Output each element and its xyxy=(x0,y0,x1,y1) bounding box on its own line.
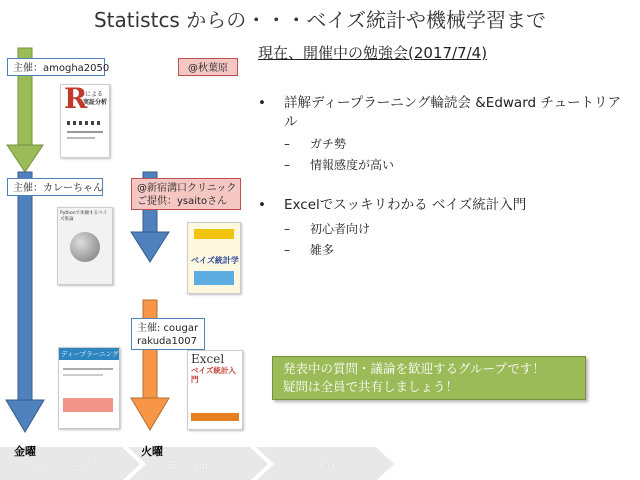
venue-shinjuku-label xyxy=(131,178,241,210)
sub-item-text: ガチ勢 xyxy=(310,137,347,151)
book-bayes-stats xyxy=(187,222,241,294)
book-bayes-title: ベイズ統計学 xyxy=(191,256,239,265)
organizer-cougar-line2: rakuda1007 xyxy=(137,336,197,347)
callout-line2: 疑問は全員で共有しましょう！ xyxy=(283,379,459,394)
list-item xyxy=(258,196,628,215)
venue-shinjuku-line1: @新宿溝口クリニック xyxy=(137,183,237,194)
organizer-cougar-label xyxy=(131,318,205,350)
list-item-text: Excelでスッキリわかる ベイズ統計入門 xyxy=(284,197,527,213)
book-excel-word: Excel xyxy=(191,352,225,366)
book-r-letter: R xyxy=(64,84,88,115)
current-heading: 現在、開催中の勉強会(2017/7/4) xyxy=(258,44,488,62)
callout-line1: 発表中の質問・議論を歓迎するグループです！ xyxy=(283,361,545,376)
sub-item-text: 雑多 xyxy=(310,243,335,257)
footer-step-1: ベイズの定理 xyxy=(30,461,90,472)
welcome-callout xyxy=(272,356,586,400)
book-python-sphere xyxy=(70,232,100,262)
slide-title: Statistcs からの・・・ベイズ統計や機械学習まで xyxy=(93,8,547,32)
organizer-amogha-label: 主催：amogha2050 xyxy=(7,58,105,76)
footer-step-2: 確率分布 xyxy=(168,461,208,472)
book-python-title: Pythonで体験するベイズ推論 xyxy=(60,211,108,222)
list-item xyxy=(258,94,628,132)
book-excel-bayes xyxy=(187,350,243,430)
day-tuesday: 火曜 xyxy=(141,445,163,458)
sub-item-text: 初心者向け xyxy=(310,222,371,236)
sub-item: – 情報感度が高い xyxy=(284,158,395,172)
bullet-dot: • xyxy=(258,95,266,111)
blue-long-arrow xyxy=(6,172,44,432)
organizer-cougar-line1: 主催: cougar xyxy=(137,323,199,334)
current-list xyxy=(258,94,628,259)
book-deep-learning xyxy=(58,347,120,429)
list-item-text: 詳解ディープラーニング輪読会 &Edward チュートリアル xyxy=(284,95,621,130)
venue-shinjuku-line2: ご提供：ysaitoさん xyxy=(137,196,228,207)
book-r-empirical xyxy=(60,84,110,158)
book-r-dots xyxy=(67,121,103,125)
sub-item: – 初心者向け xyxy=(284,222,371,236)
book-r-title-2: 実証分析 xyxy=(83,99,108,106)
sub-item: – ガチ勢 xyxy=(284,137,347,151)
sub-item-text: 情報感度が高い xyxy=(310,158,395,172)
venue-akihabara-label: @秋葉原 xyxy=(178,58,238,76)
footer-step-3: 実践 xyxy=(316,461,336,472)
book-python-bayes xyxy=(57,207,113,285)
book-r-title-1: による xyxy=(85,91,104,98)
bullet-dot: • xyxy=(258,197,266,213)
organizer-curry-label: 主催：カレーちゃん xyxy=(7,178,103,196)
book-dl-title: ディープラーニング xyxy=(61,350,119,358)
sub-item: – 雑多 xyxy=(284,243,335,257)
book-excel-title: ベイズ統計入門 xyxy=(191,366,236,384)
day-friday: 金曜 xyxy=(14,445,36,458)
